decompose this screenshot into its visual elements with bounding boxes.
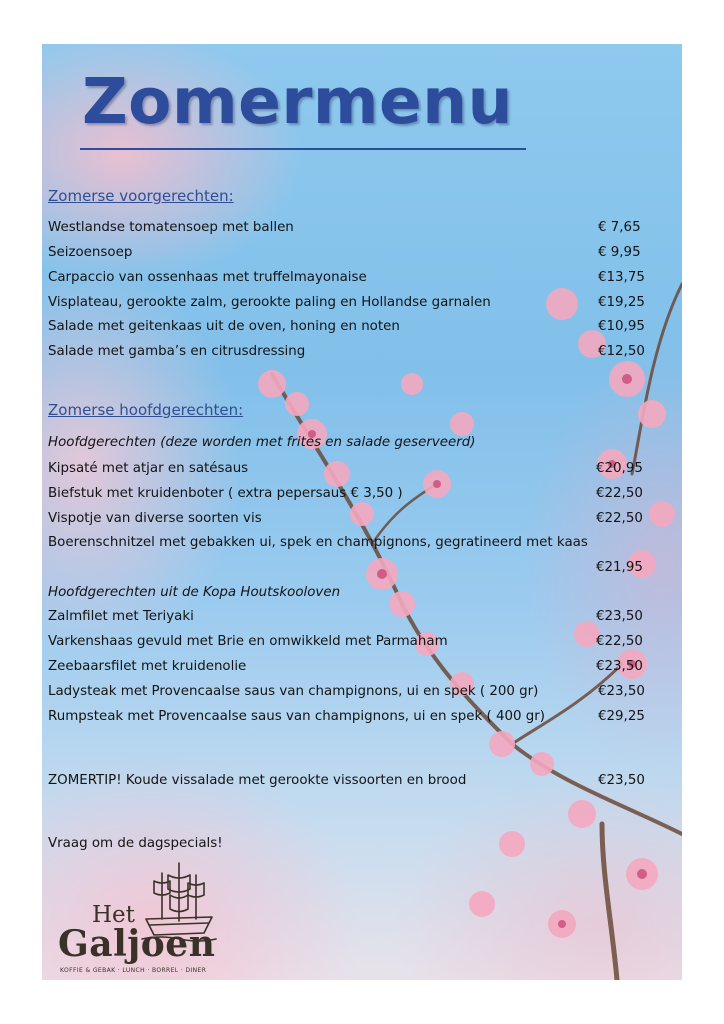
menu-item-name: Seizoensoep xyxy=(48,245,133,260)
specials-note: Vraag om de dagspecials! xyxy=(48,836,223,851)
menu-item-name: Rumpsteak met Provencaalse saus van champignons, ui en spek ( 400 gr) xyxy=(48,709,546,724)
menu-item-price: €21,95 xyxy=(596,560,643,575)
menu-item-name: Carpaccio van ossenhaas met truffelmayonaise xyxy=(48,270,367,285)
menu-page xyxy=(42,44,682,980)
menu-item-price: € 9,95 xyxy=(598,245,641,260)
logo-het-text: Het xyxy=(92,902,135,928)
menu-item-price: €13,75 xyxy=(598,270,645,285)
menu-item-price: €12,50 xyxy=(598,344,645,359)
menu-item-name: Boerenschnitzel met gebakken ui, spek en champignons, gegratineerd met kaas xyxy=(48,535,588,550)
menu-item-price: €19,25 xyxy=(598,295,645,310)
menu-item-price: €23,50 xyxy=(596,609,643,624)
title-underline xyxy=(80,148,526,150)
menu-item-price: €10,95 xyxy=(598,319,645,334)
zomertip-name: ZOMERTIP! Koude vissalade met gerookte vissoorten en brood xyxy=(48,773,467,788)
menu-item-price: €29,25 xyxy=(598,709,645,724)
menu-item-price: €20,95 xyxy=(596,461,643,476)
menu-item-price: €22,50 xyxy=(596,511,643,526)
menu-item-name: Varkenshaas gevuld met Brie en omwikkeld met Parmaham xyxy=(48,634,448,649)
menu-item-name: Visplateau, gerookte zalm, gerookte paling en Hollandse garnalen xyxy=(48,295,491,310)
zomertip-price: €23,50 xyxy=(598,773,645,788)
menu-item-name: Kipsaté met atjar en satésaus xyxy=(48,461,249,476)
menu-item-name: Salade met geitenkaas uit de oven, honing en noten xyxy=(48,319,400,334)
subheading-houtskooloven: Hoofdgerechten uit de Kopa Houtskooloven xyxy=(48,585,341,600)
section-heading-hoofdgerechten: Zomerse hoofdgerechten: xyxy=(48,401,244,419)
menu-title: Zomermenu xyxy=(82,65,513,138)
menu-item-price: € 7,65 xyxy=(598,220,641,235)
logo-galjoen-text: Galjoen xyxy=(58,923,216,965)
menu-item-name: Salade met gamba’s en citrusdressing xyxy=(48,344,306,359)
menu-item-name: Zalmfilet met Teriyaki xyxy=(48,609,194,624)
het-galjoen-logo xyxy=(56,859,236,979)
menu-item-price: €23,50 xyxy=(596,659,643,674)
menu-item-price: €22,50 xyxy=(596,634,643,649)
menu-item-price: €23,50 xyxy=(598,684,645,699)
menu-item-name: Westlandse tomatensoep met ballen xyxy=(48,220,294,235)
logo-tagline: KOFFIE & GEBAK · LUNCH · BORREL · DINER xyxy=(60,967,207,974)
menu-item-price: €22,50 xyxy=(596,486,643,501)
menu-item-name: Vispotje van diverse soorten vis xyxy=(48,511,262,526)
menu-item-name: Ladysteak met Provencaalse saus van champignons, ui en spek ( 200 gr) xyxy=(48,684,539,699)
menu-item-name: Biefstuk met kruidenboter ( extra pepersaus € 3,50 ) xyxy=(48,486,403,501)
section-heading-voorgerechten: Zomerse voorgerechten: xyxy=(48,187,234,205)
subheading-frites: Hoofdgerechten (deze worden met frites en salade geserveerd) xyxy=(48,435,476,450)
menu-item-name: Zeebaarsfilet met kruidenolie xyxy=(48,659,247,674)
